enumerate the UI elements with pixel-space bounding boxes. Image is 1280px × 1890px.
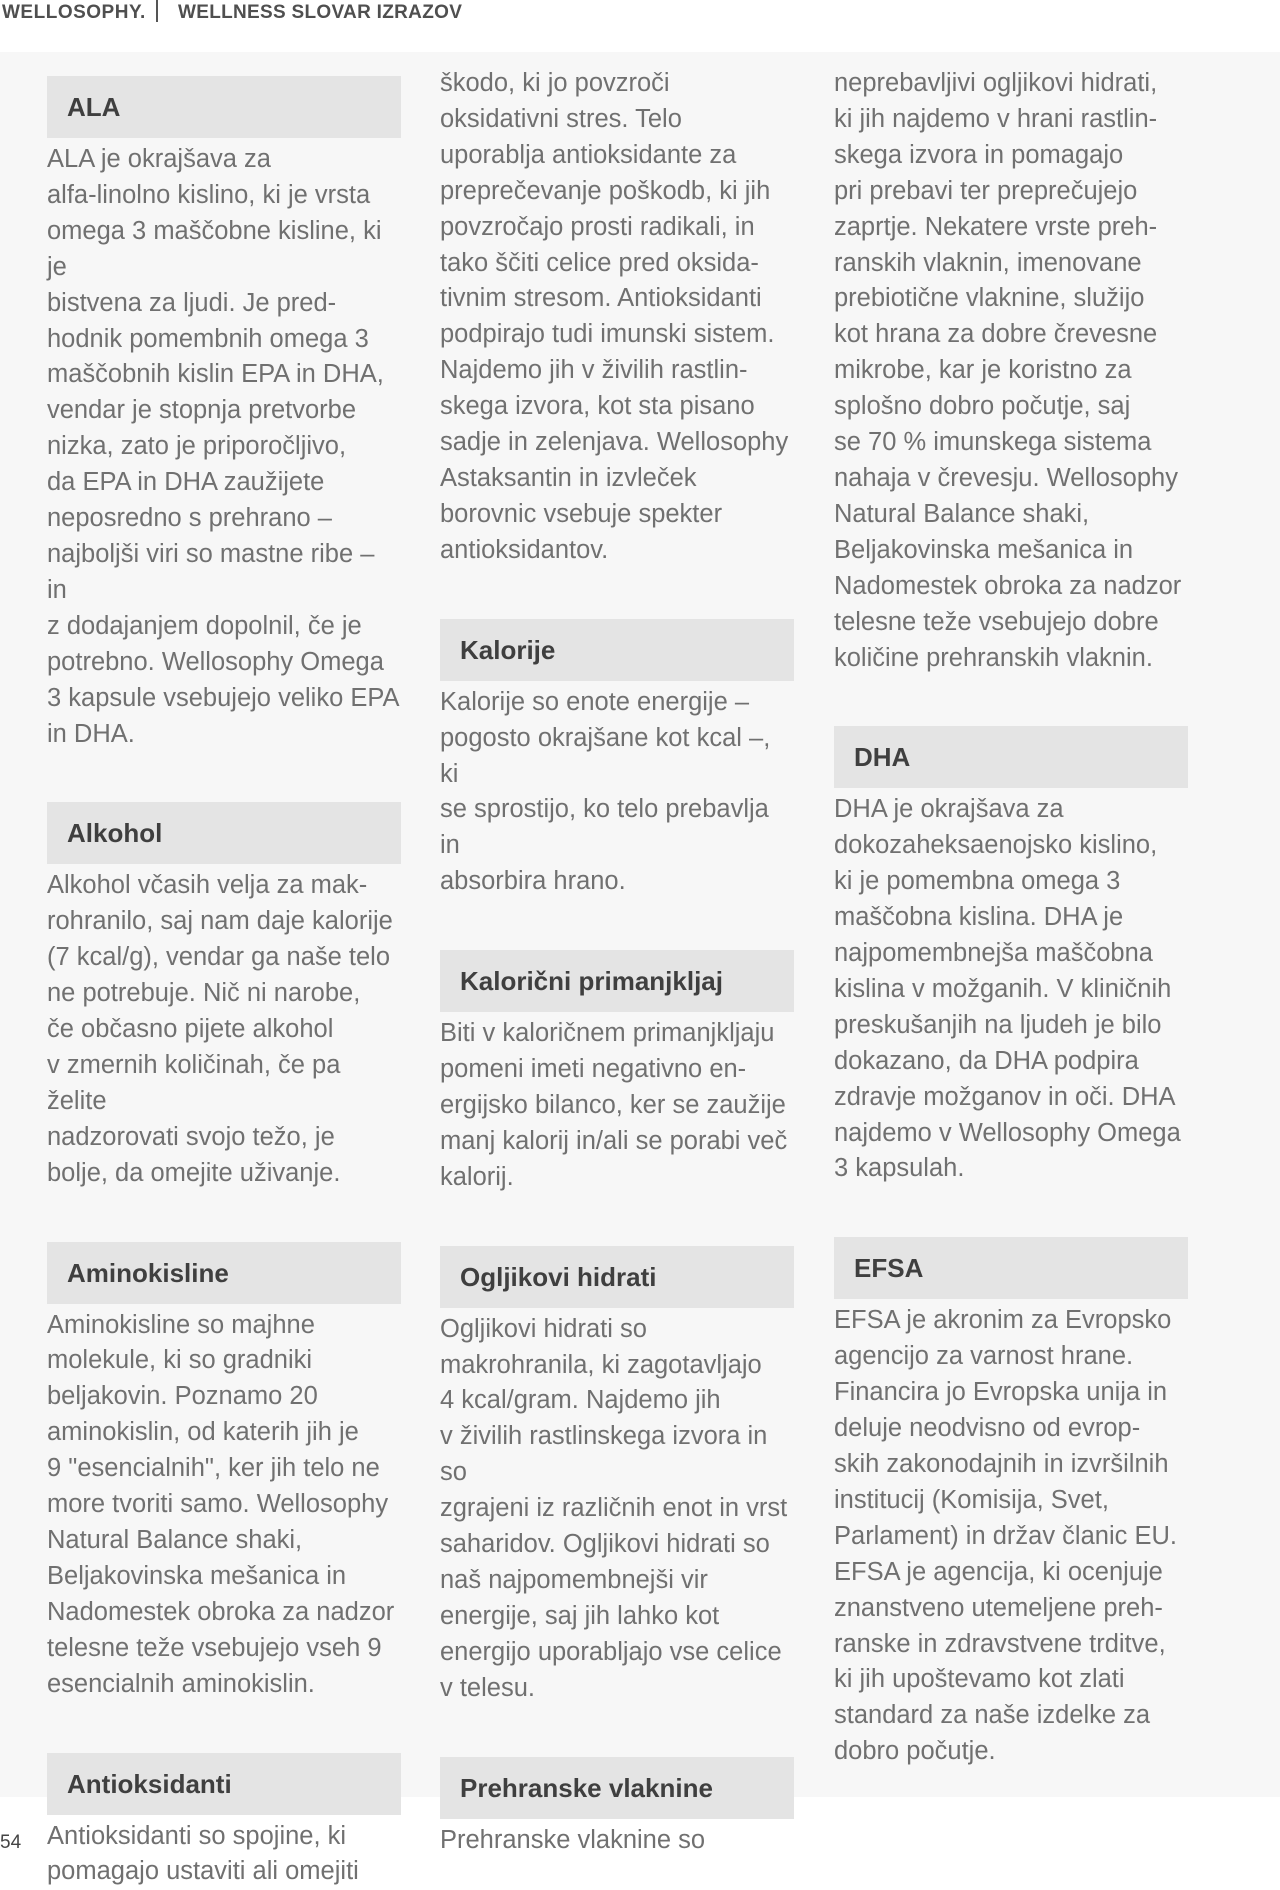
header-divider xyxy=(156,0,158,22)
term-definition-efsa: EFSA je akronim za Evropsko agencijo za varnost hrane. Financira jo Evropska unija in deluje neodvisno od evrop- skih zakonodajnih in izvršilnih institucij (Komisija, Svet, Parlament) in držav članic EU. EFSA je agencija, ki ocenjuje znanstveno utemeljene preh- ranske in zdravstvene trditve, ki jih upoštevamo kot zlati standard za naše izdelke za dobro počutje. xyxy=(834,1306,1177,1766)
brand-logo: WELLOSOPHY. xyxy=(2,2,146,23)
term-heading-kalorije: Kalorije xyxy=(440,619,794,681)
term-definition-antioksidanti: Antioksidanti so spojine, ki pomagajo ustaviti ali omejiti xyxy=(47,1821,359,1886)
term-definition-ogljikovi-hidrati: Ogljikovi hidrati so makrohranila, ki zagotavljajo 4 kcal/gram. Najdemo jih v živilih rastlinskega izvora in so zgrajeni iz različnih enot in vrst saharidov. Ogljikovi hidrati so naš najpomembnejši vir energije, saj jih lahko kot energijo uporabljajo vse celice v telesu. xyxy=(440,1314,788,1702)
term-heading-ogljikovi-hidrati: Ogljikovi hidrati xyxy=(440,1246,794,1308)
continued-definition-prehranske-vlaknine: neprebavljivi ogljikovi hidrati, ki jih najdemo v hrani rastlin- skega izvora in pomagajo pri prebavi ter preprečujejo zaprtje. Nekatere vrste preh- ranskih vlaknin, imenovane prebiotične vlaknine, služijo kot hrana za dobre črevesne mikrobe, kar je koristno za splošno dobro počutje, saj se 70 % imunskega sistema nahaja v črevesju. Wellosophy Natural Balance shaki, Beljakovinska mešanica in Nadomestek obroka za nadzor telesne teže vsebujejo dobre količine prehranskih vlaknin. xyxy=(834,69,1182,672)
term-definition-ala: ALA je okrajšava za alfa-linolno kislino, ki je vrsta omega 3 maščobne kisline, ki je bistvena za ljudi. Je pred- hodnik pomembnih omega 3 maščobnih kislin EPA in DHA, vendar je stopnja pretvorbe nizka, zato je priporočljivo, da EPA in DHA zaužijete neposredno s prehrano – najboljši viri so mastne ribe – in z dodajanjem dopolnil, če je potrebno. Wellosophy Omega 3 kapsule vsebujejo veliko EPA in DHA. xyxy=(47,145,400,748)
term-heading-alkohol: Alkohol xyxy=(47,802,401,864)
term-heading-ala: ALA xyxy=(47,76,401,138)
glossary-column-2 xyxy=(440,69,794,1859)
page-number: 54 xyxy=(0,1832,22,1853)
term-definition-aminokisline: Aminokisline so majhne molekule, ki so gradniki beljakovin. Poznamo 20 aminokislin, od katerih jih je 9 "esencialnih", ker jih telo ne more tvoriti samo. Wellosophy Natural Balance shaki, Beljakovinska mešanica in Nadomestek obroka za nadzor telesne teže vsebujejo vseh 9 esencialnih aminokislin. xyxy=(47,1310,395,1698)
page-header xyxy=(0,0,1280,52)
term-definition-alkohol: Alkohol včasih velja za mak- rohranilo, saj nam daje kalorije (7 kcal/g), vendar ga naše telo ne potrebuje. Nič ni narobe, če občasno pijete alkohol v zmernih količinah, če pa želite nadzorovati svojo težo, je bolje, da omejite uživanje. xyxy=(47,871,393,1187)
glossary-column-3 xyxy=(834,69,1188,1770)
term-definition-dha: DHA je okrajšava za dokozaheksaenojsko kislino, ki je pomembna omega 3 maščobna kislina. DHA je najpomembnejša maščobna kislina v možganih. V kliničnih preskušanjih na ljudeh je bilo dokazano, da DHA podpira zdravje možganov in oči. DHA najdemo v Wellosophy Omega 3 kapsulah. xyxy=(834,795,1181,1183)
term-definition-prehranske-vlaknine: Prehranske vlaknine so xyxy=(440,1825,706,1854)
term-heading-dha: DHA xyxy=(834,726,1188,788)
term-definition-kaloricni-primanjkljaj: Biti v kaloričnem primanjkljaju pomeni imeti negativno en- ergijsko bilanco, ker se zaužije manj kalorij in/ali se porabi več kalorij. xyxy=(440,1019,788,1191)
term-heading-prehranske-vlaknine: Prehranske vlaknine xyxy=(440,1757,794,1819)
term-definition-kalorije: Kalorije so enote energije – pogosto okrajšane kot kcal –, ki se sprostijo, ko telo prebavlja in absorbira hrano. xyxy=(440,687,771,896)
term-heading-aminokisline: Aminokisline xyxy=(47,1242,401,1304)
term-heading-antioksidanti: Antioksidanti xyxy=(47,1753,401,1815)
term-heading-kaloricni-primanjkljaj: Kalorični primanjkljaj xyxy=(440,950,794,1012)
glossary-column-1 xyxy=(47,76,401,1890)
continued-definition-antioksidanti: škodo, ki jo povzroči oksidativni stres. Telo uporablja antioksidante za preprečevanje poškodb, ki jih povzročajo prosti radikali, in tako ščiti celice pred oksida- tivnim stresom. Antioksidanti podpirajo tudi imunski sistem. Najdemo jih v živilih rastlin- skega izvora, kot sta pisano sadje in zelenjava. Wellosophy Astaksantin in izvleček borovnic vsebuje spekter antioksidantov. xyxy=(440,69,789,564)
document-title: WELLNESS SLOVAR IZRAZOV xyxy=(178,2,463,23)
term-heading-efsa: EFSA xyxy=(834,1237,1188,1299)
